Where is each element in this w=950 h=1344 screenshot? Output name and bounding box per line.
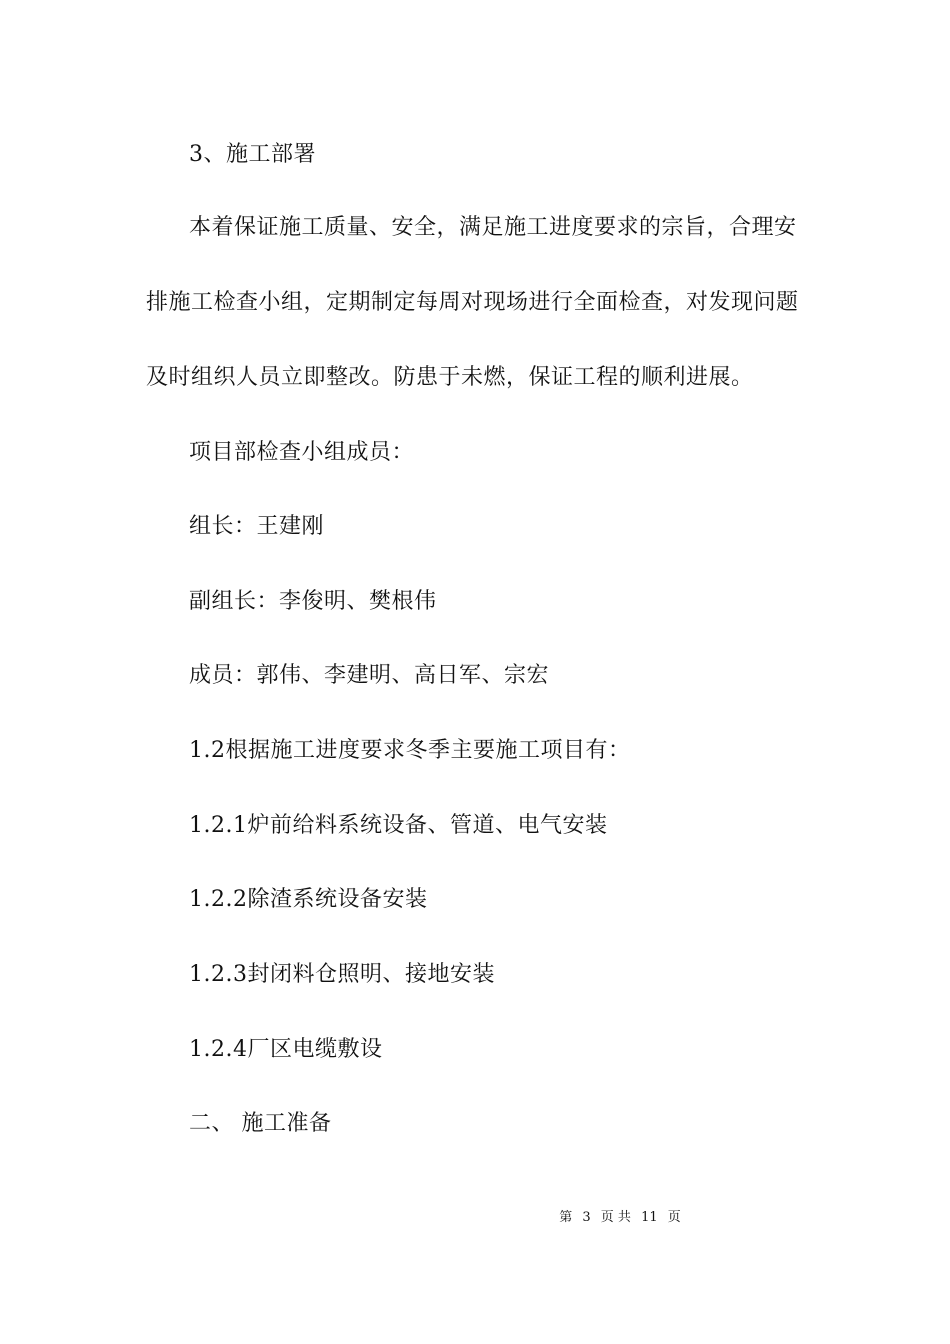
page-footer: [0, 1208, 950, 1228]
paragraph-line-2: 排施工检查小组，定期制定每周对现场进行全面检查，对发现问题: [146, 290, 799, 315]
section-heading: 3、施工部署: [189, 142, 316, 167]
footer-prefix: 第: [559, 1210, 573, 1225]
team-members: 成员：郭伟、李建明、高日军、宗宏: [189, 663, 550, 688]
footer-middle: 页 共: [600, 1210, 631, 1225]
list-item-4: 1.2.4厂区电缆敷设: [189, 1037, 383, 1062]
footer-suffix: 页: [667, 1210, 681, 1225]
paragraph-line-3: 及时组织人员立即整改。防患于未燃，保证工程的顺利进展。: [146, 365, 754, 390]
section-1-2: 1.2根据施工进度要求冬季主要施工项目有：: [189, 738, 631, 763]
footer-total: 11: [641, 1210, 658, 1225]
list-item-2: 1.2.2除渣系统设备安装: [189, 887, 428, 912]
list-item-1: 1.2.1炉前给料系统设备、管道、电气安装: [189, 813, 608, 838]
page-number-text: [559, 1208, 681, 1228]
paragraph-line-1: 本着保证施工质量、安全，满足施工进度要求的宗旨，合理安: [189, 215, 797, 240]
footer-page: 3: [582, 1210, 591, 1225]
team-deputy-leader: 副组长：李俊明、樊根伟: [189, 589, 437, 614]
team-leader: 组长：王建刚: [189, 514, 325, 539]
team-title: 项目部检查小组成员：: [189, 440, 415, 465]
list-item-3: 1.2.3封闭料仓照明、接地安装: [189, 962, 495, 987]
section-2-heading: 二、 施工准备: [189, 1111, 332, 1136]
